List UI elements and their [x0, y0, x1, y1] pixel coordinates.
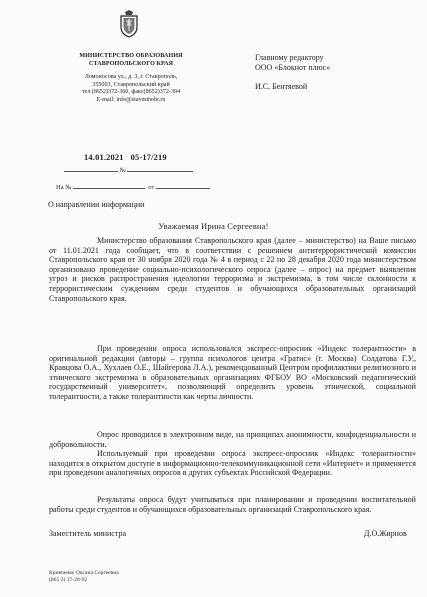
recipient-name: И.С. Бентяевой: [255, 82, 308, 92]
recipient-block: [255, 53, 330, 92]
paragraph-text: Опрос проводился в электронном виде, на принципах анонимности, конфиденциальности и добровольности.: [49, 430, 416, 449]
signatory-name: Д.О.Жирнов: [364, 529, 407, 538]
outgoing-number: 05-17/219: [130, 153, 167, 162]
recipient-line2: ООО «Блокнот плюс»: [255, 62, 331, 72]
executor-block: [49, 570, 119, 584]
executor-phone: (865 2) 37-28-92: [49, 576, 88, 583]
letter-subject: О направлении информации: [48, 200, 145, 209]
paragraph-text: Результаты опроса будут учитываться при планировании и проведении воспитательной работы среди студентов и обучающихся образовательных организаций Ставропольского края.: [49, 495, 416, 514]
body-paragraph: [49, 236, 416, 303]
ministry-name: [54, 53, 208, 68]
address-line: 355003, Ставропольский край: [92, 81, 170, 88]
body-paragraph: [49, 449, 416, 478]
outgoing-date-number: [84, 153, 167, 162]
reply-to-label: На №: [56, 184, 72, 191]
number-sign: №: [119, 167, 126, 174]
address-line: тел.(8652)372-360, факс(8652)372-394: [81, 89, 181, 96]
number-field-row: [64, 165, 193, 174]
reply-to-row: [56, 182, 210, 191]
paragraph-text: При проведении опроса использовался экспресс-опросник «Индекс толерантности» в оригинальной редакции (авторы – группа психологов центра «Гратис» (г. Москва) Солдатова Г.У., Кравцова О.А., Хухлаев О.Е., Шайгерова Л.А.), рекомендованный Центром профилактики религиозного и этнического экстремизма в образовательных организациях ФГБОУ ВО «Московский педагогический государственный университет», позволяющий определить уровень этнической, социальной толерантности, а также толерантности как черты личности.: [49, 344, 416, 401]
signatory-position: Заместитель министра: [49, 529, 126, 538]
paragraph-text: Используемый при проведении опроса экспресс-опросник «Индекс толерантности» находится в открытом доступе в информационно-телекоммуникационной сети «Интернет» и применяется при проведении аналогичных опросов в других субъектах Российской Федерации.: [49, 449, 416, 478]
outgoing-date: 14.01.2021: [84, 153, 124, 162]
body-paragraph: [49, 495, 416, 514]
ministry-name-line1: МИНИСТЕРСТВО ОБРАЗОВАНИЯ: [79, 53, 183, 59]
recipient-line1: Главному редактору: [255, 53, 324, 62]
greeting: Уважаемая Ирина Сергеевна!: [158, 222, 269, 231]
address-line: E-mail: info@stavminobr.ru: [96, 96, 166, 103]
body-paragraph: [49, 430, 416, 449]
coat-of-arms-emblem: [118, 10, 140, 38]
executor-name: Кривченко Оксана Сергеевна: [49, 570, 119, 576]
address-line: Ломоносова ул., д. 3, г. Ставрополь,: [84, 74, 178, 80]
from-label: от: [148, 184, 155, 191]
underline: [73, 182, 145, 189]
body-paragraph: [49, 344, 416, 402]
ministry-name-line2: СТАВРОПОЛЬСКОГО КРАЯ: [88, 60, 174, 67]
sender-address: [54, 74, 208, 104]
underline: [156, 182, 210, 189]
underline: [127, 165, 193, 172]
paragraph-text: Министерство образования Ставропольского края (далее – министерство) на Ваше письмо от 11.01.2021 года сообщает, что в соответствии с решением антитеррористической комиссии Ставропольского края от 30 ноября 2020 года № 4 в период с 22 по 28 декабря 2020 года министерством организовано проведение социально-психологического опроса (далее – опрос) на предмет выявления угроз и рисков распространения идеологии терроризма и экстремизма, в том числе склонности к террористическим суждениям среди студентов и обучающихся образовательных организаций Ставропольского края.: [49, 236, 416, 303]
underline: [64, 165, 118, 172]
